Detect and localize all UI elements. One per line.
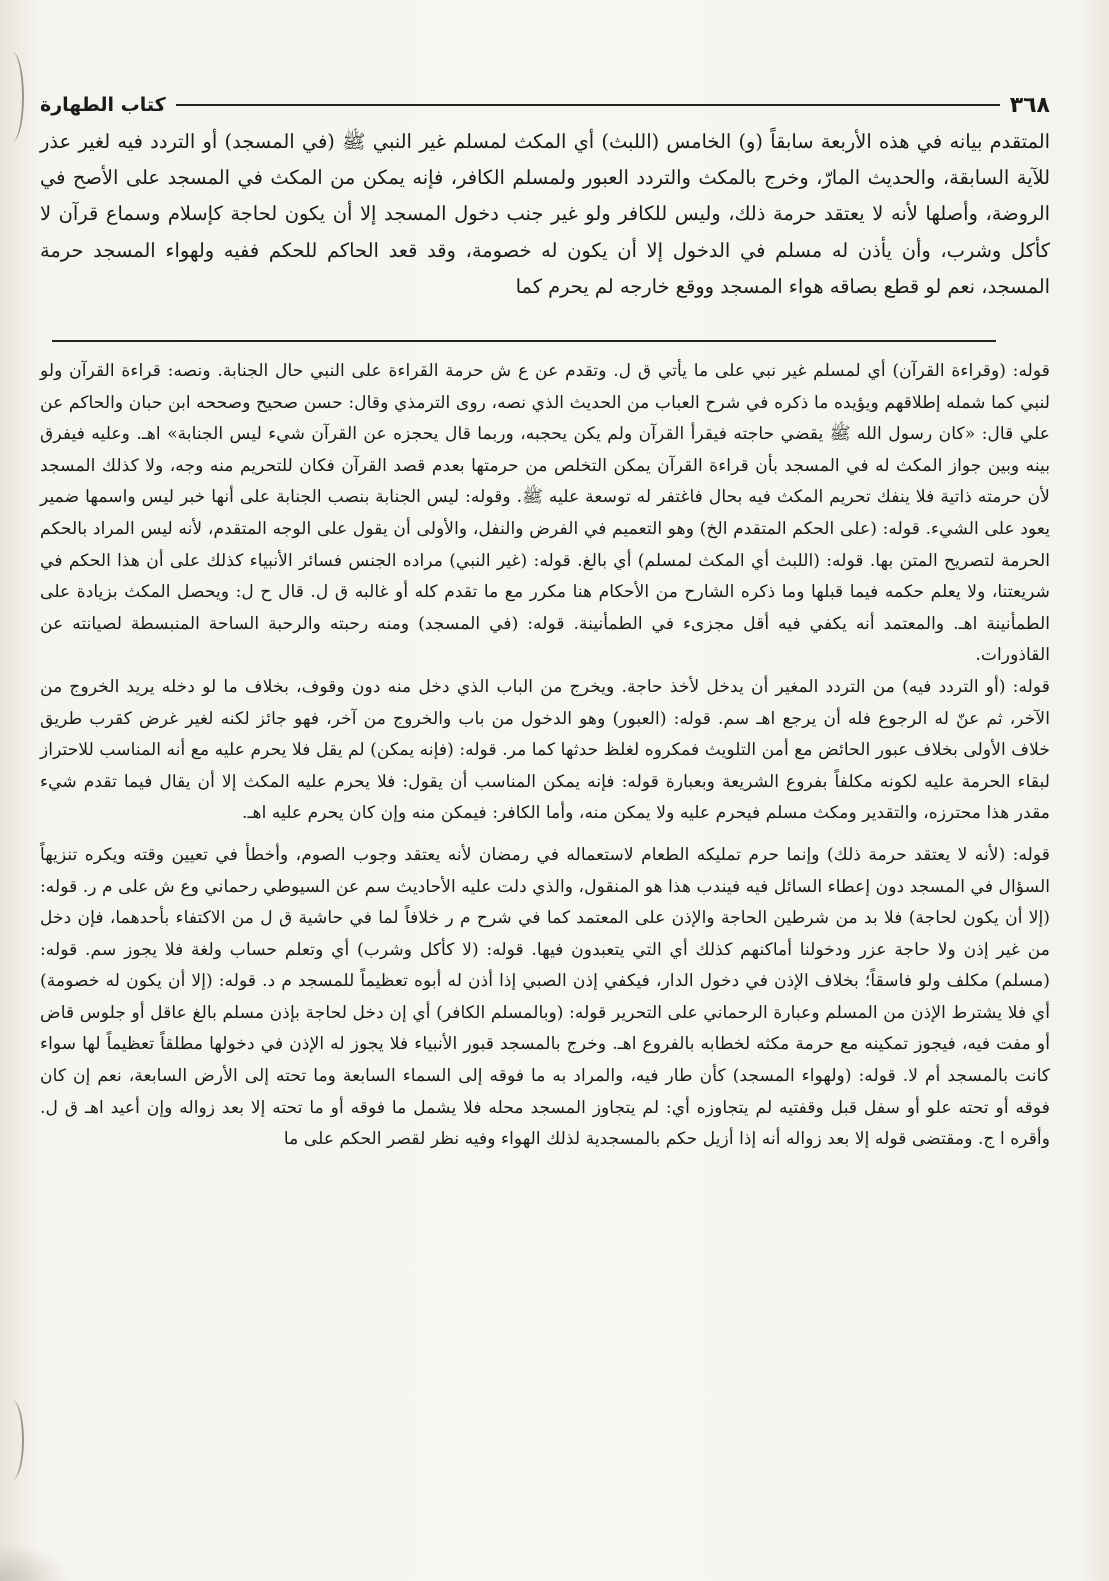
commentary-paragraph: قوله: (أو التردد فيه) من التردد المغير أن يدخل لأخذ حاجة. ويخرج من الباب الذي دخل منه دون وقوف، بخلاف ما لو دخله يريد الخروج من الآخر، ثم عنّ له الرجوع فله أن يرجع اهـ سم. قوله: (العبور) وهو الدخول من باب والخروج من آخر، فهو جائز لكنه لغير غرض كقرب طريق خلاف الأولى بخلاف عبور الحائض مع أمن التلويث فمكروه لغلظ حدثها كما مر. قوله: (فإنه يمكن) لم يقل فلا يحرم عليه مع أنه المناسب للاحتراز لبقاء الحرمة عليه لكونه مكلفاً بفروع الشريعة وبعبارة قوله: فإنه يمكن المناسب أن يقول: فلا يحرم عليه المكث إلا أن يقال فيما تقدم شيء مقدر هذا محترزه، والتقدير ومكث مسلم فيحرم عليه ولا يمكن منه، وأما الكافر: فيمكن منه وإن كان يحرم عليه اهـ. — [40, 676, 1050, 824]
page-number: ٣٦٨ — [1009, 92, 1050, 118]
commentary-paragraph: قوله: (وقراءة القرآن) أي لمسلم غير نبي على ما يأتي ق ل. وتقدم عن ع ش حرمة القراءة على النبي حال الجنابة. ونصه: قراءة القرآن ولو لنبي كما شمله إطلاقهم ويؤيده ما ذكره في شرح العباب من الحديث الذي نصه، روى الترمذي وقال: حسن صحيح وصححه ابن حبان والحاكم عن علي قال: «كان رسول الله ﷺ يقضي حاجته فيقرأ القرآن ولم يكن يحجبه، وربما قال يحجزه عن القرآن شيء ليس الجنابة» اهـ. وعليه فيفرق بينه وبين جواز المكث له في المسجد بأن قراءة القرآن يمكن التخلص من حرمتها بعدم قصد القرآن فكان للتحريم منه وجه، ولا كذلك المسجد لأن حرمته ذاتية فلا ينفك تحريم المكث فيه بحال فاغتفر له توسعة عليه ﷺ. وقوله: ليس الجنابة بنصب الجنابة على أنها خبر ليس واسمها ضمير يعود على الشيء. قوله: (على الحكم المتقدم الخ) وهو التعميم في الفرض والنفل، والأولى أن يقول على الوجه المتقدم، لأنه ليس المراد بالحكم الحرمة لتصريح المتن بها. قوله: (اللبث أي المكث لمسلم) أي بالغ. قوله: (غير النبي) مراده الجنس فسائر الأنبياء كذلك على أن هذا الحكم في شريعتنا، ولا يعلم حكمه فيما قبلها وما ذكره الشارح من الأحكام هنا مكرر مع ما تقدم كله أو غالبه ق ل. قال ح ل: ويحصل المكث بزيادة على الطمأنينة اهـ. والمعتمد أنه يكفي فيه أقل مجزىء في الطمأنينة. قوله: (في المسجد) ومنه رحبته والرحبة الساحة المنبسطة لصيانته عن القاذورات. — [40, 361, 1051, 666]
page-header — [40, 90, 1050, 120]
footnote-divider — [52, 340, 996, 342]
binding-edge-mark — [0, 1400, 24, 1480]
binding-edge-mark — [0, 52, 24, 142]
commentary-paragraph: قوله: (لأنه لا يعتقد حرمة ذلك) وإنما حرم تمليكه الطعام لاستعماله في رمضان لأنه يعتقد وجوب الصوم، وأخطأ في تعيين وقته ويكره تنزيهاً السؤال في المسجد دون إعطاء السائل فيه فيندب هذا هو المنقول، والذي دلت عليه الأحاديث سم عن السيوطي رحماني وع ش على م ر. قوله: (إلا أن يكون لحاجة) فلا بد من شرطين الحاجة والإذن على المعتمد كما في شرح م ر خلافاً لما في حاشية ق ل من الاكتفاء بأحدهما، فإن دخل من غير إذن ولا حاجة عزر ودخولنا أماكنهم كذلك أي التي يتعبدون فيها. قوله: (لا كأكل وشرب) أي وتعلم حساب ولغة فلا يجوز سم. قوله: (مسلم) مكلف ولو فاسقاً؛ بخلاف الإذن في دخول الدار، فيكفي إذن الصبي إذا أذن له أبوه تعظيماً للمسجد م د. قوله: (إلا أن يكون له خصومة) أي فلا يشترط الإذن من المسلم وعبارة الرحماني على التحرير قوله: (وبالمسلم الكافر) أي إن دخل لحاجة بإذن مسلم بالغ عاقل أو جلوس قاض أو مفت فيه، فيجوز تمكينه مع حرمة مكثه لخطابه بالفروع اهـ. وخرج بالمسجد قبور الأنبياء فلا يجوز له الإذن في دخولها مطلقاً تعظيماً لها سواء كانت بالمسجد أم لا. قوله: (ولهواء المسجد) كأن طار فيه، والمراد به ما فوقه إلى السماء السابعة وما تحته إلى الأرض السابعة، نعم إن كان فوقه أو تحته علو أو سفل قبل وقفتيه لم يتجاوزه أي: لم يتجاوز المسجد محله فلا يشمل ما فوقه أو ما تحته إلا بعد زواله وإن أعيد اهـ ق ل. وأقره ا ج. ومقتضى قوله إلا بعد زواله أنه إذا أزيل حكم بالمسجدية لذلك الهواء وفيه نظر لقصر الحكم على ما — [40, 844, 1050, 1150]
scan-smudge — [0, 1541, 70, 1581]
main-text: المتقدم بيانه في هذه الأربعة سابقاً (و) الخامس (اللبث) أي المكث لمسلم غير النبي ﷺ (في المسجد) أو التردد فيه لغير عذر للآية السابقة، والحديث المارّ، وخرج بالمكث والتردد العبور ولمسلم الكافر، فإنه يمكن من المكث في المسجد على الأصح في الروضة، وأصلها لأنه لا يعتقد حرمة ذلك، وليس للكافر ولو غير جنب دخول المسجد إلا أن يكون لحاجة كإسلام وسماع قرآن لا كأكل وشرب، وأن يأذن له مسلم في الدخول إلا أن يكون له خصومة، وقد قعد الحاكم للحكم ففيه ولهواء المسجد حرمة المسجد، نعم لو قطع بصاقه هواء المسجد ووقع خارجه لم يحرم كما — [40, 130, 1050, 298]
running-title: كتاب الطهارة — [40, 94, 166, 116]
commentary — [40, 356, 1050, 1156]
header-rule — [176, 104, 1000, 106]
